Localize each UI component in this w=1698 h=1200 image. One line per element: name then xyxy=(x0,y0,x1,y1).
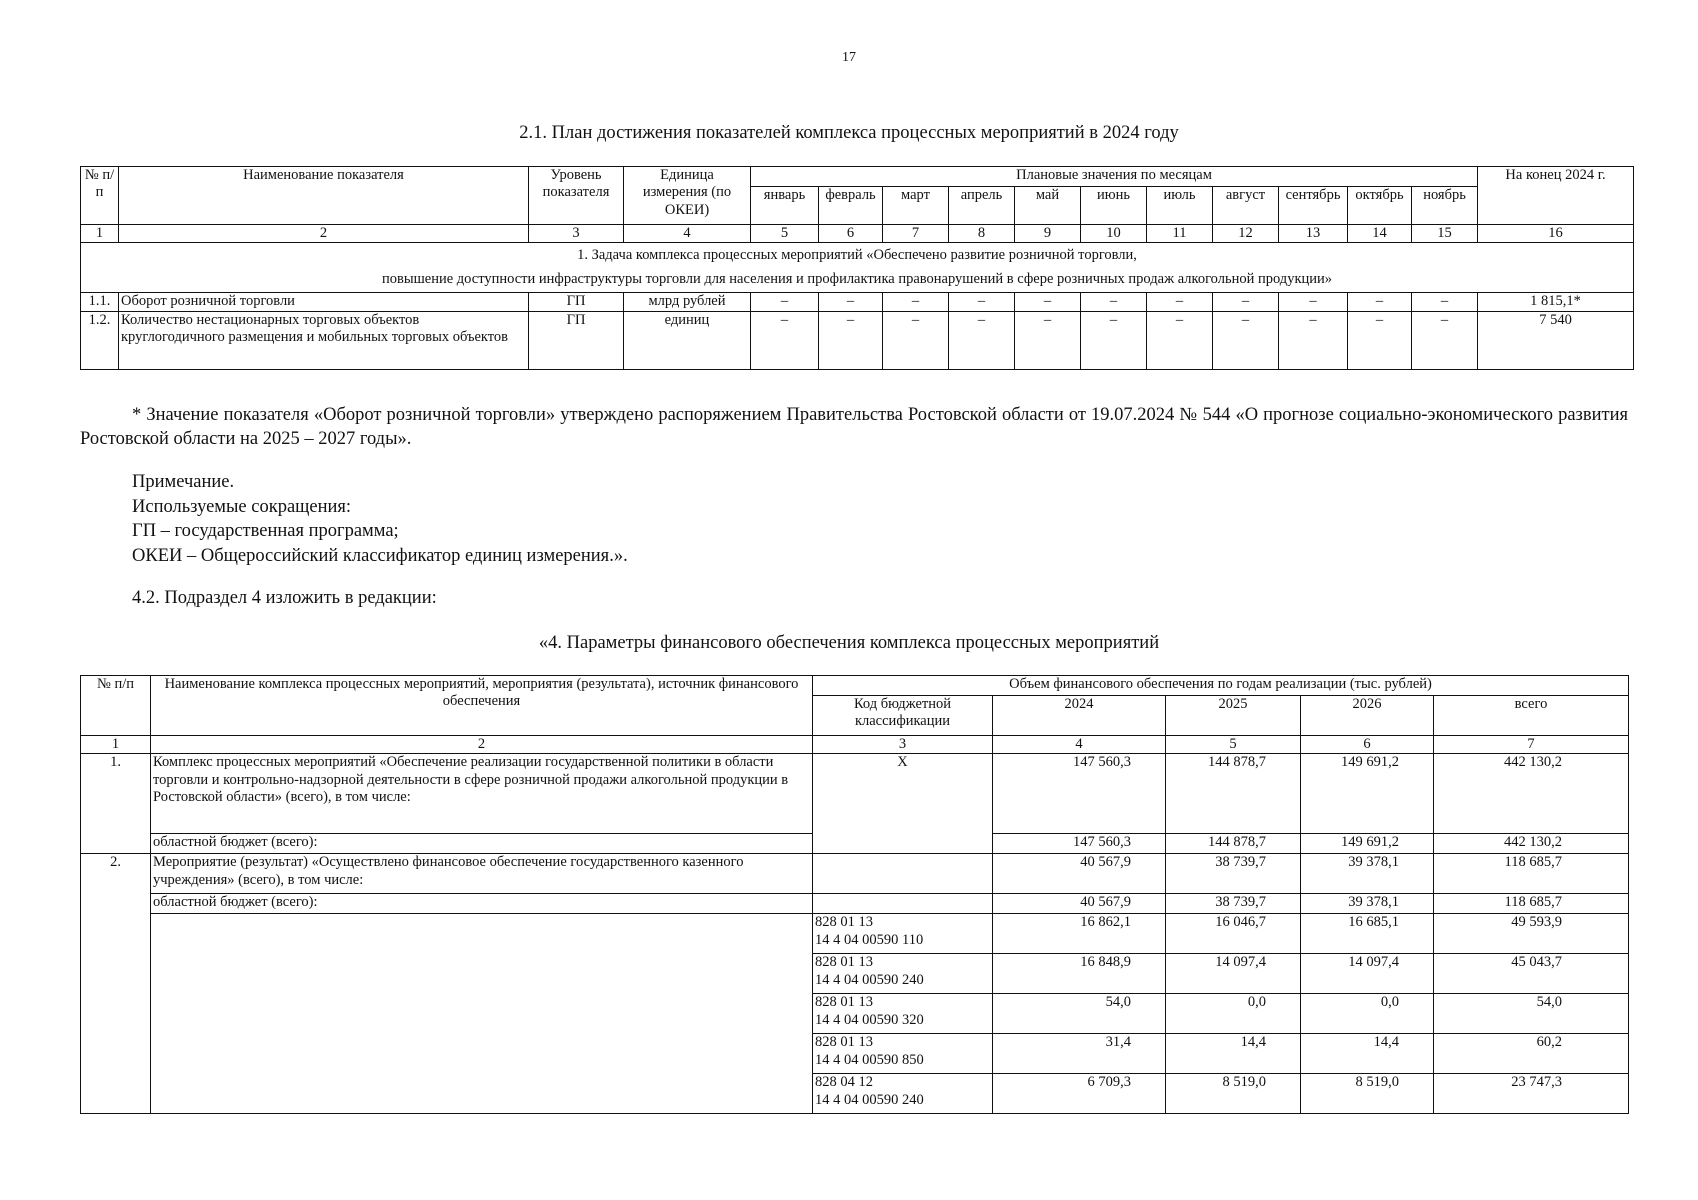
header-total: всего xyxy=(1434,696,1629,736)
month-value: – xyxy=(1412,293,1478,311)
header-month: ноябрь xyxy=(1412,187,1478,225)
col-number: 15 xyxy=(1412,225,1478,243)
col-number: 2 xyxy=(151,736,813,754)
budget-2024: 147 560,3 xyxy=(993,834,1166,854)
header-level: Уровень показателя xyxy=(529,167,624,225)
col-number: 2 xyxy=(119,225,529,243)
header-name: Наименование комплекса процессных мероприятий, мероприятия (результата), источник финансового обеспечения xyxy=(151,676,813,736)
value-2025: 144 878,7 xyxy=(1166,754,1301,834)
header-month: июль xyxy=(1147,187,1213,225)
month-value: – xyxy=(1081,293,1147,311)
financing-table xyxy=(80,675,1629,1114)
header-unit: Единица измерения (по ОКЕИ) xyxy=(624,167,751,225)
col-number: 16 xyxy=(1478,225,1634,243)
value-2026: 14 097,4 xyxy=(1301,954,1434,994)
month-value: – xyxy=(1213,293,1279,311)
budget-2026: 149 691,2 xyxy=(1301,834,1434,854)
kbk-code xyxy=(813,914,993,954)
empty-name-cell xyxy=(151,914,813,1114)
col-number: 8 xyxy=(949,225,1015,243)
indicators-table xyxy=(80,166,1634,370)
col-number: 5 xyxy=(1166,736,1301,754)
header-month: сентябрь xyxy=(1279,187,1348,225)
table-row xyxy=(81,311,1634,369)
value-2024: 40 567,9 xyxy=(993,854,1166,894)
indicator-level: ГП xyxy=(529,293,624,311)
value-2025: 0,0 xyxy=(1166,994,1301,1034)
subsection-instruction: 4.2. Подраздел 4 изложить в редакции: xyxy=(132,588,437,608)
task-line-1: 1. Задача комплекса процессных мероприятий «Обеспечено развитие розничной торговли, xyxy=(577,247,1137,264)
row-num: 1. xyxy=(81,754,151,854)
table-row xyxy=(81,293,1634,311)
month-value: – xyxy=(949,293,1015,311)
budget-total: 442 130,2 xyxy=(1434,834,1629,854)
col-number: 9 xyxy=(1015,225,1081,243)
budget-total: 118 685,7 xyxy=(1434,894,1629,914)
header-month: май xyxy=(1015,187,1081,225)
task-row xyxy=(81,243,1634,293)
header-year-2024: 2024 xyxy=(993,696,1166,736)
row-num: 2. xyxy=(81,854,151,1114)
month-value: – xyxy=(1015,311,1081,369)
table-row xyxy=(81,754,1629,834)
value-total: 45 043,7 xyxy=(1434,954,1629,994)
value-2024: 54,0 xyxy=(993,994,1166,1034)
col-number: 13 xyxy=(1279,225,1348,243)
col-number: 3 xyxy=(529,225,624,243)
section4-title: «4. Параметры финансового обеспечения комплекса процессных мероприятий xyxy=(538,633,1160,653)
budget-2024: 40 567,9 xyxy=(993,894,1166,914)
kbk-code-line1: 828 01 13 xyxy=(815,914,873,931)
activity-name: Мероприятие (результат) «Осуществлено финансовое обеспечение государственного казенного учреждения» (всего), в том числе: xyxy=(151,854,813,894)
month-value: – xyxy=(883,311,949,369)
value-2025: 14 097,4 xyxy=(1166,954,1301,994)
value-total: 54,0 xyxy=(1434,994,1629,1034)
month-value: – xyxy=(1348,311,1412,369)
note-okei: ОКЕИ – Общероссийский классификатор единиц измерения.». xyxy=(132,545,628,566)
budget-2025: 38 739,7 xyxy=(1166,894,1301,914)
kbk-code xyxy=(813,994,993,1034)
value-total: 49 593,9 xyxy=(1434,914,1629,954)
header-year-end: На конец 2024 г. xyxy=(1478,167,1634,225)
value-2025: 16 046,7 xyxy=(1166,914,1301,954)
kbk-code-line1: 828 01 13 xyxy=(815,1034,873,1051)
kbk-code-line1: 828 04 12 xyxy=(815,1074,873,1091)
col-number: 5 xyxy=(751,225,819,243)
col-number: 12 xyxy=(1213,225,1279,243)
indicator-name: Оборот розничной торговли xyxy=(119,293,529,311)
month-value: – xyxy=(1348,293,1412,311)
month-value: – xyxy=(1279,293,1348,311)
col-number: 10 xyxy=(1081,225,1147,243)
header-month: апрель xyxy=(949,187,1015,225)
budget-label: областной бюджет (всего): xyxy=(151,894,813,914)
value-total: 118 685,7 xyxy=(1434,854,1629,894)
col-number: 1 xyxy=(81,736,151,754)
month-value: – xyxy=(949,311,1015,369)
month-value: – xyxy=(751,293,819,311)
table-row xyxy=(81,894,1629,914)
table-row xyxy=(81,914,1629,954)
footnote: * Значение показателя «Оборот розничной торговли» утверждено распоряжением Правительства Ростовской области от 19.07.2024 № 544 «О прогнозе социально-экономического развития Ростовской области на 2025 – 2027 годы». xyxy=(80,405,1628,449)
month-value: – xyxy=(883,293,949,311)
header-indicator-name: Наименование показателя xyxy=(119,167,529,225)
month-value: – xyxy=(1213,311,1279,369)
kbk-empty xyxy=(813,894,993,914)
notes xyxy=(132,470,628,568)
budget-label: областной бюджет (всего): xyxy=(151,834,813,854)
value-2024: 16 848,9 xyxy=(993,954,1166,994)
value-2024: 31,4 xyxy=(993,1034,1166,1074)
value-2024: 147 560,3 xyxy=(993,754,1166,834)
month-value: – xyxy=(1412,311,1478,369)
value-2026: 14,4 xyxy=(1301,1034,1434,1074)
header-year-2025: 2025 xyxy=(1166,696,1301,736)
month-value: – xyxy=(1279,311,1348,369)
kbk-code-line2: 14 4 04 00590 850 xyxy=(815,1051,924,1068)
task-line-2: повышение доступности инфраструктуры торговли для населения и профилактика правонарушений в сфере розничных продаж алкогольной продукции» xyxy=(382,271,1333,288)
header-volume: Объем финансового обеспечения по годам реализации (тыс. рублей) xyxy=(813,676,1629,696)
kbk-value: Х xyxy=(813,754,993,854)
value-2024: 6 709,3 xyxy=(993,1074,1166,1114)
month-value: – xyxy=(819,293,883,311)
value-2026: 39 378,1 xyxy=(1301,854,1434,894)
indicator-name: Количество нестационарных торговых объектов круглогодичного размещения и мобильных торговых объектов xyxy=(119,311,529,369)
note-heading: Примечание. xyxy=(132,472,235,492)
year-end-value: 7 540 xyxy=(1478,311,1634,369)
value-2026: 16 685,1 xyxy=(1301,914,1434,954)
header-kbk: Код бюджетной классификации xyxy=(813,696,993,736)
kbk-code xyxy=(813,954,993,994)
month-value: – xyxy=(819,311,883,369)
budget-2026: 39 378,1 xyxy=(1301,894,1434,914)
header-num: № п/п xyxy=(81,167,119,225)
value-total: 23 747,3 xyxy=(1434,1074,1629,1114)
col-number: 4 xyxy=(993,736,1166,754)
value-2026: 8 519,0 xyxy=(1301,1074,1434,1114)
header-month: июнь xyxy=(1081,187,1147,225)
header-num: № п/п xyxy=(81,676,151,736)
header-plan-values: Плановые значения по месяцам xyxy=(751,167,1478,187)
kbk-code-line2: 14 4 04 00590 110 xyxy=(815,931,924,948)
col-number: 7 xyxy=(883,225,949,243)
table-row xyxy=(81,854,1629,894)
header-month: август xyxy=(1213,187,1279,225)
row-num: 1.1. xyxy=(81,293,119,311)
kbk-code-line1: 828 01 13 xyxy=(815,994,873,1011)
kbk-empty xyxy=(813,854,993,894)
header-month: январь xyxy=(751,187,819,225)
note-gp: ГП – государственная программа; xyxy=(132,521,399,541)
value-2025: 14,4 xyxy=(1166,1034,1301,1074)
col-number: 14 xyxy=(1348,225,1412,243)
month-value: – xyxy=(1147,293,1213,311)
kbk-code xyxy=(813,1034,993,1074)
month-value: – xyxy=(751,311,819,369)
indicator-unit: млрд рублей xyxy=(624,293,751,311)
kbk-code-line2: 14 4 04 00590 240 xyxy=(815,1091,924,1108)
month-value: – xyxy=(1081,311,1147,369)
value-total: 60,2 xyxy=(1434,1034,1629,1074)
kbk-code xyxy=(813,1074,993,1114)
kbk-code-line2: 14 4 04 00590 240 xyxy=(815,971,924,988)
col-number: 1 xyxy=(81,225,119,243)
value-2026: 0,0 xyxy=(1301,994,1434,1034)
col-number: 7 xyxy=(1434,736,1629,754)
indicator-level: ГП xyxy=(529,311,624,369)
kbk-code-line1: 828 01 13 xyxy=(815,954,873,971)
header-year-2026: 2026 xyxy=(1301,696,1434,736)
col-number: 3 xyxy=(813,736,993,754)
col-number: 11 xyxy=(1147,225,1213,243)
value-2026: 149 691,2 xyxy=(1301,754,1434,834)
section-title: 2.1. План достижения показателей комплекса процессных мероприятий в 2024 году xyxy=(519,123,1179,143)
indicator-unit: единиц xyxy=(624,311,751,369)
header-month: март xyxy=(883,187,949,225)
budget-2025: 144 878,7 xyxy=(1166,834,1301,854)
col-number: 6 xyxy=(819,225,883,243)
page-number: 17 xyxy=(842,50,856,65)
kbk-code-line2: 14 4 04 00590 320 xyxy=(815,1011,924,1028)
value-2025: 8 519,0 xyxy=(1166,1074,1301,1114)
value-2025: 38 739,7 xyxy=(1166,854,1301,894)
month-value: – xyxy=(1015,293,1081,311)
month-value: – xyxy=(1147,311,1213,369)
row-num: 1.2. xyxy=(81,311,119,369)
value-2024: 16 862,1 xyxy=(993,914,1166,954)
header-month: февраль xyxy=(819,187,883,225)
complex-name: Комплекс процессных мероприятий «Обеспечение реализации государственной политики в области торговли и контрольно-надзорной деятельности в сфере розничной продажи алкогольной продукции в Ростовской области» (всего), в том числе: xyxy=(151,754,813,834)
header-month: октябрь xyxy=(1348,187,1412,225)
year-end-value: 1 815,1* xyxy=(1478,293,1634,311)
col-number: 6 xyxy=(1301,736,1434,754)
note-abbr-heading: Используемые сокращения: xyxy=(132,496,352,517)
col-number: 4 xyxy=(624,225,751,243)
value-total: 442 130,2 xyxy=(1434,754,1629,834)
